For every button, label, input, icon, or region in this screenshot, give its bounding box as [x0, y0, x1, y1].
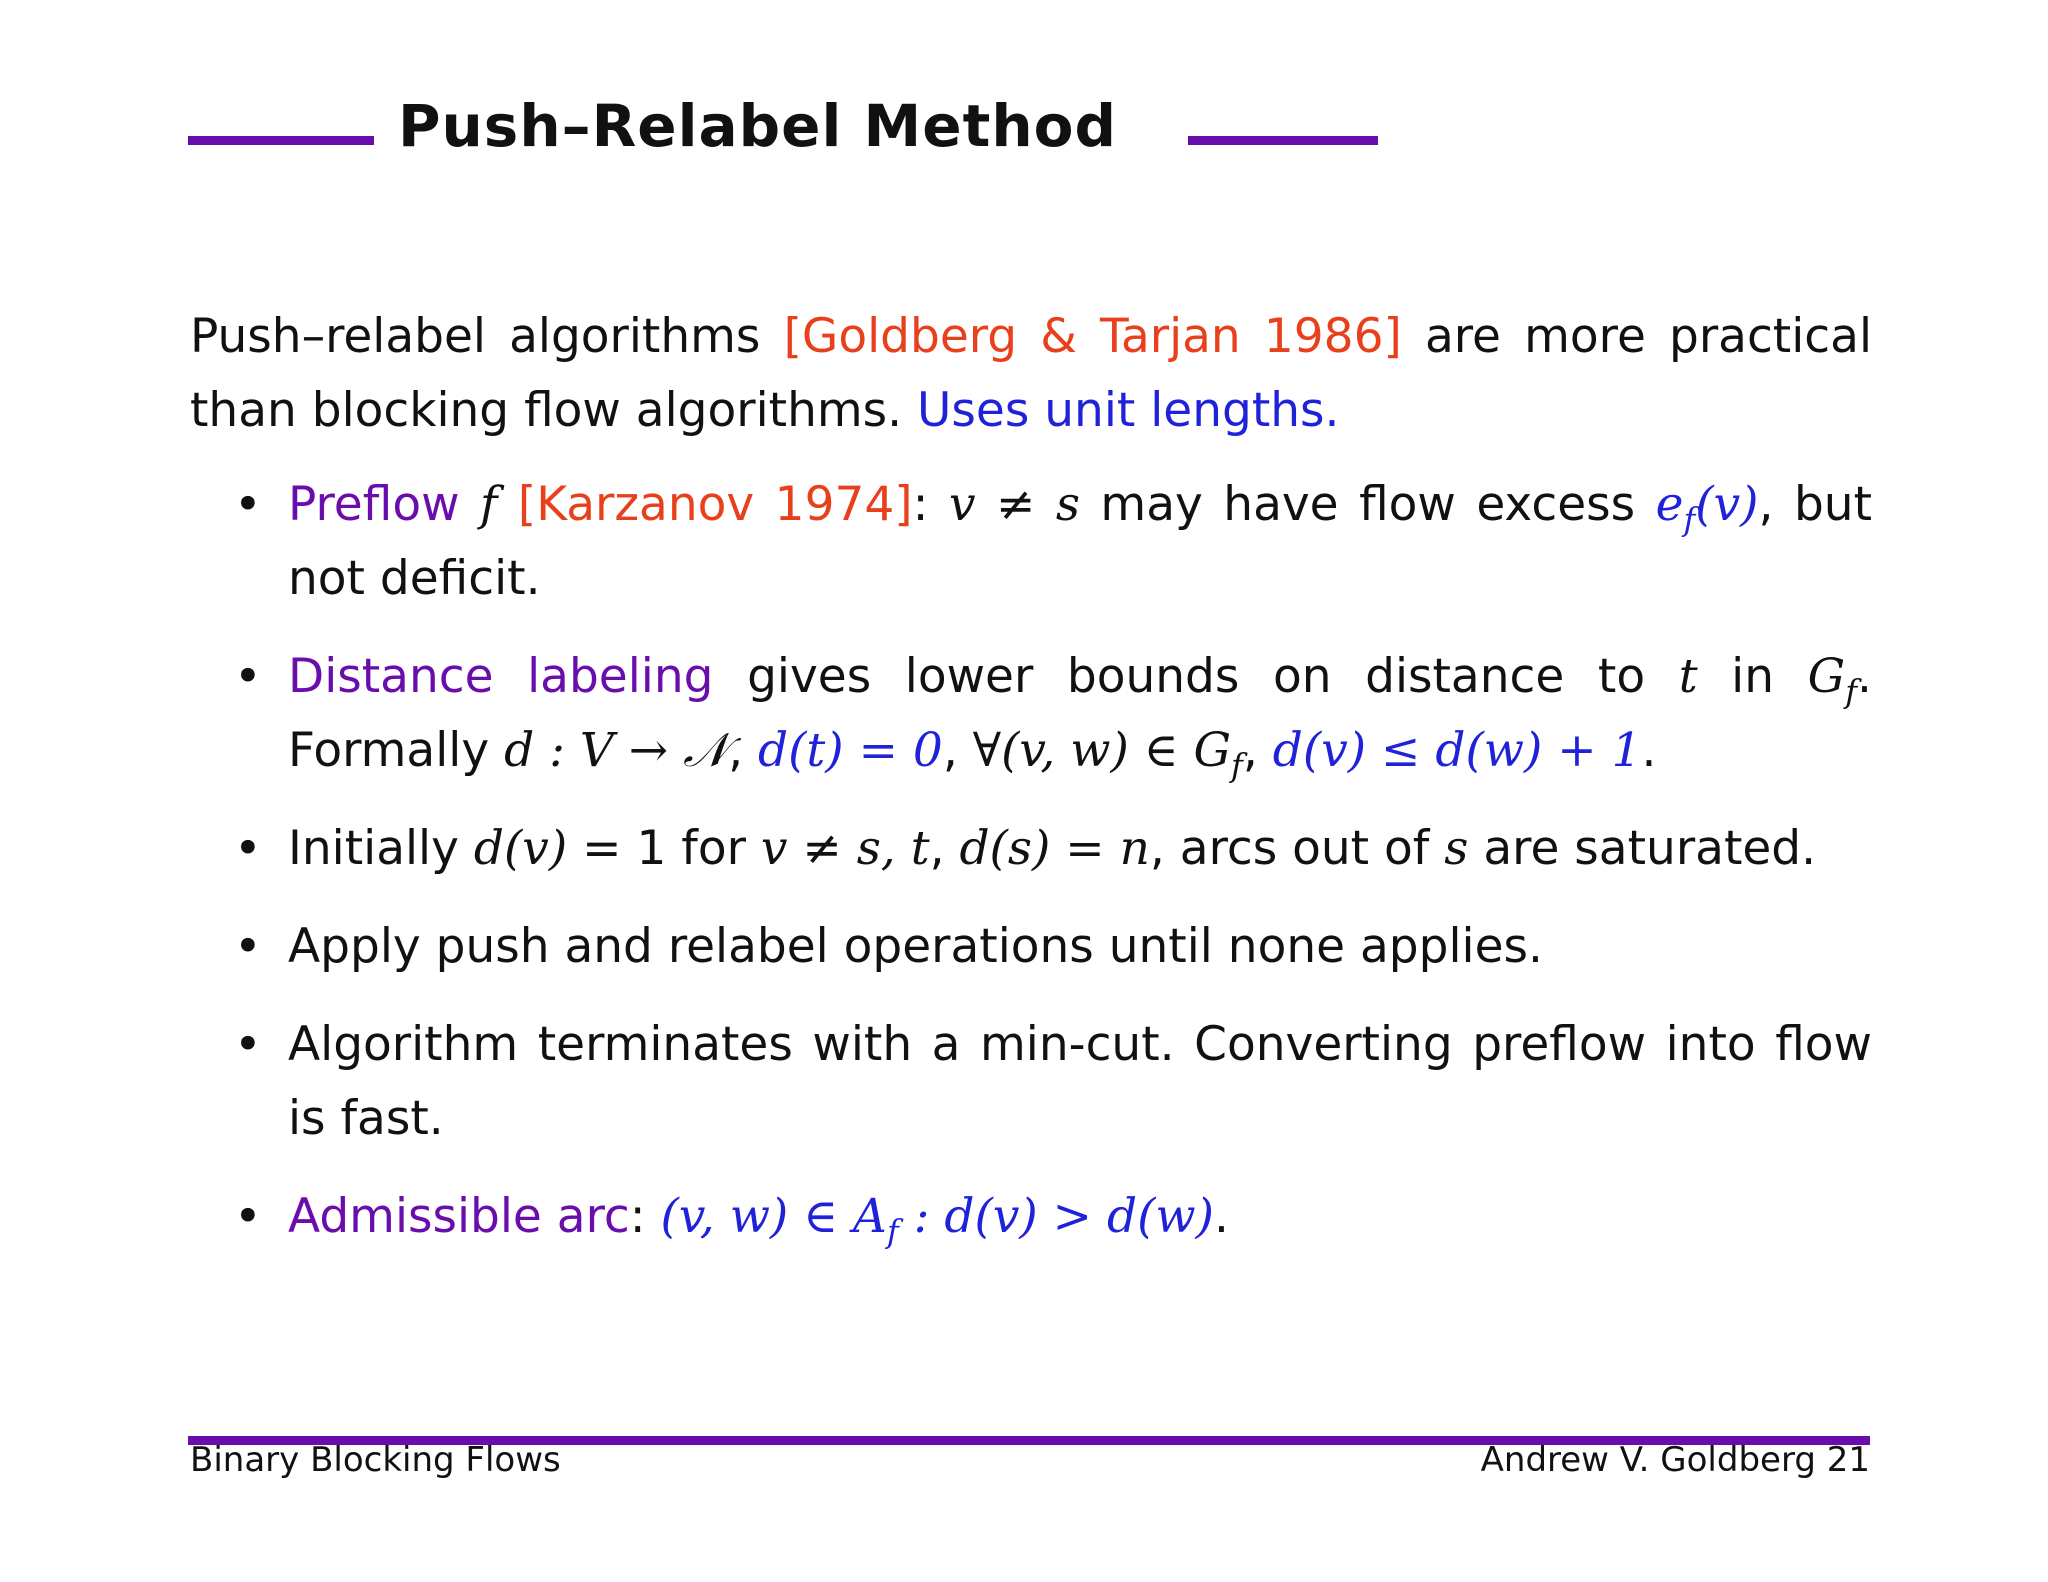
intro-highlight: Uses unit lengths. [917, 383, 1340, 438]
list-item-admissible-arc [190, 1180, 1872, 1254]
math-sub-f: f [1231, 746, 1243, 785]
math-gf [1807, 649, 1858, 711]
text: Initially [288, 821, 474, 876]
math-e: e [1655, 477, 1684, 532]
title-rule-left [188, 136, 374, 145]
bullet-dot: • [234, 649, 262, 704]
text: , but not deficit. [288, 477, 1872, 606]
text: : [912, 477, 949, 532]
text: gives lower bounds on distance to [713, 649, 1679, 704]
text: . Formally [288, 649, 1872, 778]
math-f: f [480, 477, 498, 532]
list-item-preflow [190, 468, 1872, 616]
text: . [1214, 1189, 1229, 1244]
text: in [1697, 649, 1808, 704]
title-rule-right [1188, 136, 1378, 145]
term-preflow: Preflow [288, 477, 460, 532]
math-v-neq-st: v ≠ s, t [760, 821, 930, 876]
text: are saturated. [1468, 821, 1817, 876]
bullet-dot: • [234, 821, 262, 876]
text: , arcs out of [1149, 821, 1445, 876]
math-admissible [660, 1189, 1215, 1251]
item-text [288, 812, 1872, 886]
text: : [629, 1189, 661, 1244]
citation-karzanov: [Karzanov 1974] [517, 477, 913, 532]
item-text [288, 1180, 1872, 1254]
text: , [728, 723, 758, 778]
intro-paragraph [190, 300, 1872, 448]
term-admissible-arc: Admissible arc [288, 1189, 630, 1244]
math-dv-gt-dw: : d(v) > d(w) [898, 1189, 1214, 1244]
math-sub-f: f [1683, 500, 1696, 539]
bullet-list [190, 468, 1872, 1254]
text: , [942, 723, 973, 778]
list-item-apply [190, 910, 1872, 984]
list-item-distance-labeling [190, 640, 1872, 788]
text: may have flow excess [1079, 477, 1656, 532]
math-forall-vw: ∀(v, w) ∈ G [972, 723, 1232, 778]
intro-text-2: are more practical than blocking flow algorithms. [190, 309, 1872, 438]
footer-title: Binary Blocking Flows [190, 1440, 561, 1480]
math-vw-in-a: (v, w) ∈ A [660, 1189, 887, 1244]
math-t: t [1678, 649, 1698, 704]
math-s: s [1444, 821, 1469, 876]
item-text: Algorithm terminates with a min-cut. Converting preflow into flow is fast. [288, 1017, 1872, 1146]
math-dt-zero: d(t) = 0 [758, 723, 943, 778]
bullet-dot: • [234, 477, 262, 532]
list-item-initially [190, 812, 1872, 886]
math-excess [1655, 477, 1759, 539]
intro-citation: [Goldberg & Tarjan 1986] [783, 309, 1402, 364]
math-dv-leq: d(v) ≤ d(w) + 1 [1272, 723, 1642, 778]
bullet-dot: • [234, 919, 262, 974]
slide-title: Push–Relabel Method [398, 92, 1117, 160]
math-dv: d(v) [473, 821, 568, 876]
list-item-terminates [190, 1008, 1872, 1156]
item-text: Apply push and relabel operations until none applies. [288, 919, 1543, 974]
math-sub-f: f [886, 1212, 899, 1251]
slide-content [190, 300, 1872, 1278]
math-g: G [1807, 649, 1846, 704]
bullet-dot: • [234, 1017, 262, 1072]
text: , [1242, 723, 1273, 778]
footer-author-page: Andrew V. Goldberg 21 [1480, 1440, 1870, 1480]
math-eq-one: = 1 [567, 821, 667, 876]
math-forall [972, 723, 1243, 785]
intro-text-1: Push–relabel algorithms [190, 309, 784, 364]
math-ds-n: d(s) = n [959, 821, 1150, 876]
math-arg-v: (v) [1695, 477, 1759, 532]
math-sub-f: f [1845, 672, 1858, 711]
math-d-map: d : V → 𝒩 [504, 723, 729, 778]
text: for [666, 821, 761, 876]
math-v-neq-s: v ≠ s [948, 477, 1080, 532]
bullet-dot: • [234, 1189, 262, 1244]
term-distance-labeling: Distance labeling [288, 649, 714, 704]
text: , [929, 821, 960, 876]
title-row [188, 92, 1378, 162]
item-text [288, 640, 1872, 788]
item-text [288, 468, 1872, 616]
text: . [1641, 723, 1657, 778]
